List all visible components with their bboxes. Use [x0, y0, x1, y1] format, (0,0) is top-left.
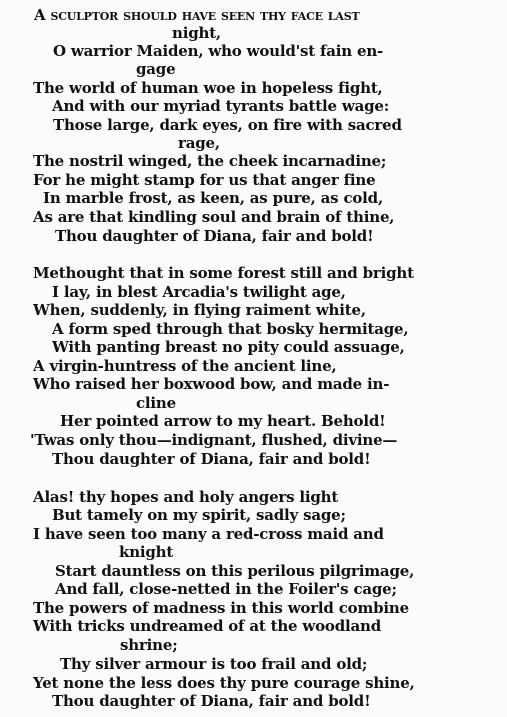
poem-line: Her pointed arrow to my heart. Behold!: [60, 412, 386, 430]
poem-line: The nostril winged, the cheek incarnadine;: [33, 152, 387, 170]
poem-line: As are that kindling soul and brain of thine,: [33, 208, 395, 226]
poem-line: With panting breast no pity could assuage,: [52, 338, 405, 356]
poem-line: knight: [119, 543, 174, 561]
poem-line: shrine;: [120, 636, 178, 654]
poem-line: Thy silver armour is too frail and old;: [60, 655, 368, 673]
poem-line: Who raised her boxwood bow, and made in-: [33, 375, 390, 393]
poem-line: 'Twas only thou—indignant, flushed, divine—: [30, 431, 398, 449]
poem-line: Start dauntless on this perilous pilgrimage,: [55, 562, 415, 580]
poem-line: Methought that in some forest still and bright: [33, 264, 414, 282]
poem-line: Thou daughter of Diana, fair and bold!: [52, 692, 371, 710]
poem-line: rage,: [178, 134, 220, 152]
poem-line: When, suddenly, in flying raiment white,: [33, 301, 366, 319]
poem-line: cline: [136, 394, 176, 412]
poem-line: I have seen too many a red-cross maid and: [33, 525, 384, 543]
poem-line: Yet none the less does thy pure courage shine,: [33, 674, 415, 692]
poem-line: The world of human woe in hopeless fight,: [33, 79, 383, 97]
poem-line: In marble frost, as keen, as pure, as cold,: [43, 189, 383, 207]
poem-line: The powers of madness in this world combine: [33, 599, 409, 617]
poem-line: I lay, in blest Arcadia's twilight age,: [52, 283, 346, 301]
poem-line: And fall, close-netted in the Foiler's cage;: [55, 580, 397, 598]
poem-line: With tricks undreamed of at the woodland: [33, 617, 382, 635]
poem-line: A form sped through that bosky hermitage,: [52, 320, 409, 338]
poem-line: Thou daughter of Diana, fair and bold!: [52, 450, 371, 468]
poem-line: gage: [136, 60, 176, 78]
poem-line: But tamely on my spirit, sadly sage;: [52, 506, 346, 524]
poem-line: And with our myriad tyrants battle wage:: [52, 97, 390, 115]
poem-line: night,: [172, 24, 221, 42]
poem-line: A virgin-huntress of the ancient line,: [33, 357, 337, 375]
poem-line: Those large, dark eyes, on fire with sacred: [53, 116, 402, 134]
poem-line: Thou daughter of Diana, fair and bold!: [55, 227, 374, 245]
poem-line: Alas! thy hopes and holy angers light: [33, 488, 339, 506]
poem-line: A sculptor should have seen thy face last: [34, 6, 360, 24]
poem-line: For he might stamp for us that anger fine: [33, 171, 376, 189]
poem-line: O warrior Maiden, who would'st fain en-: [53, 42, 384, 60]
